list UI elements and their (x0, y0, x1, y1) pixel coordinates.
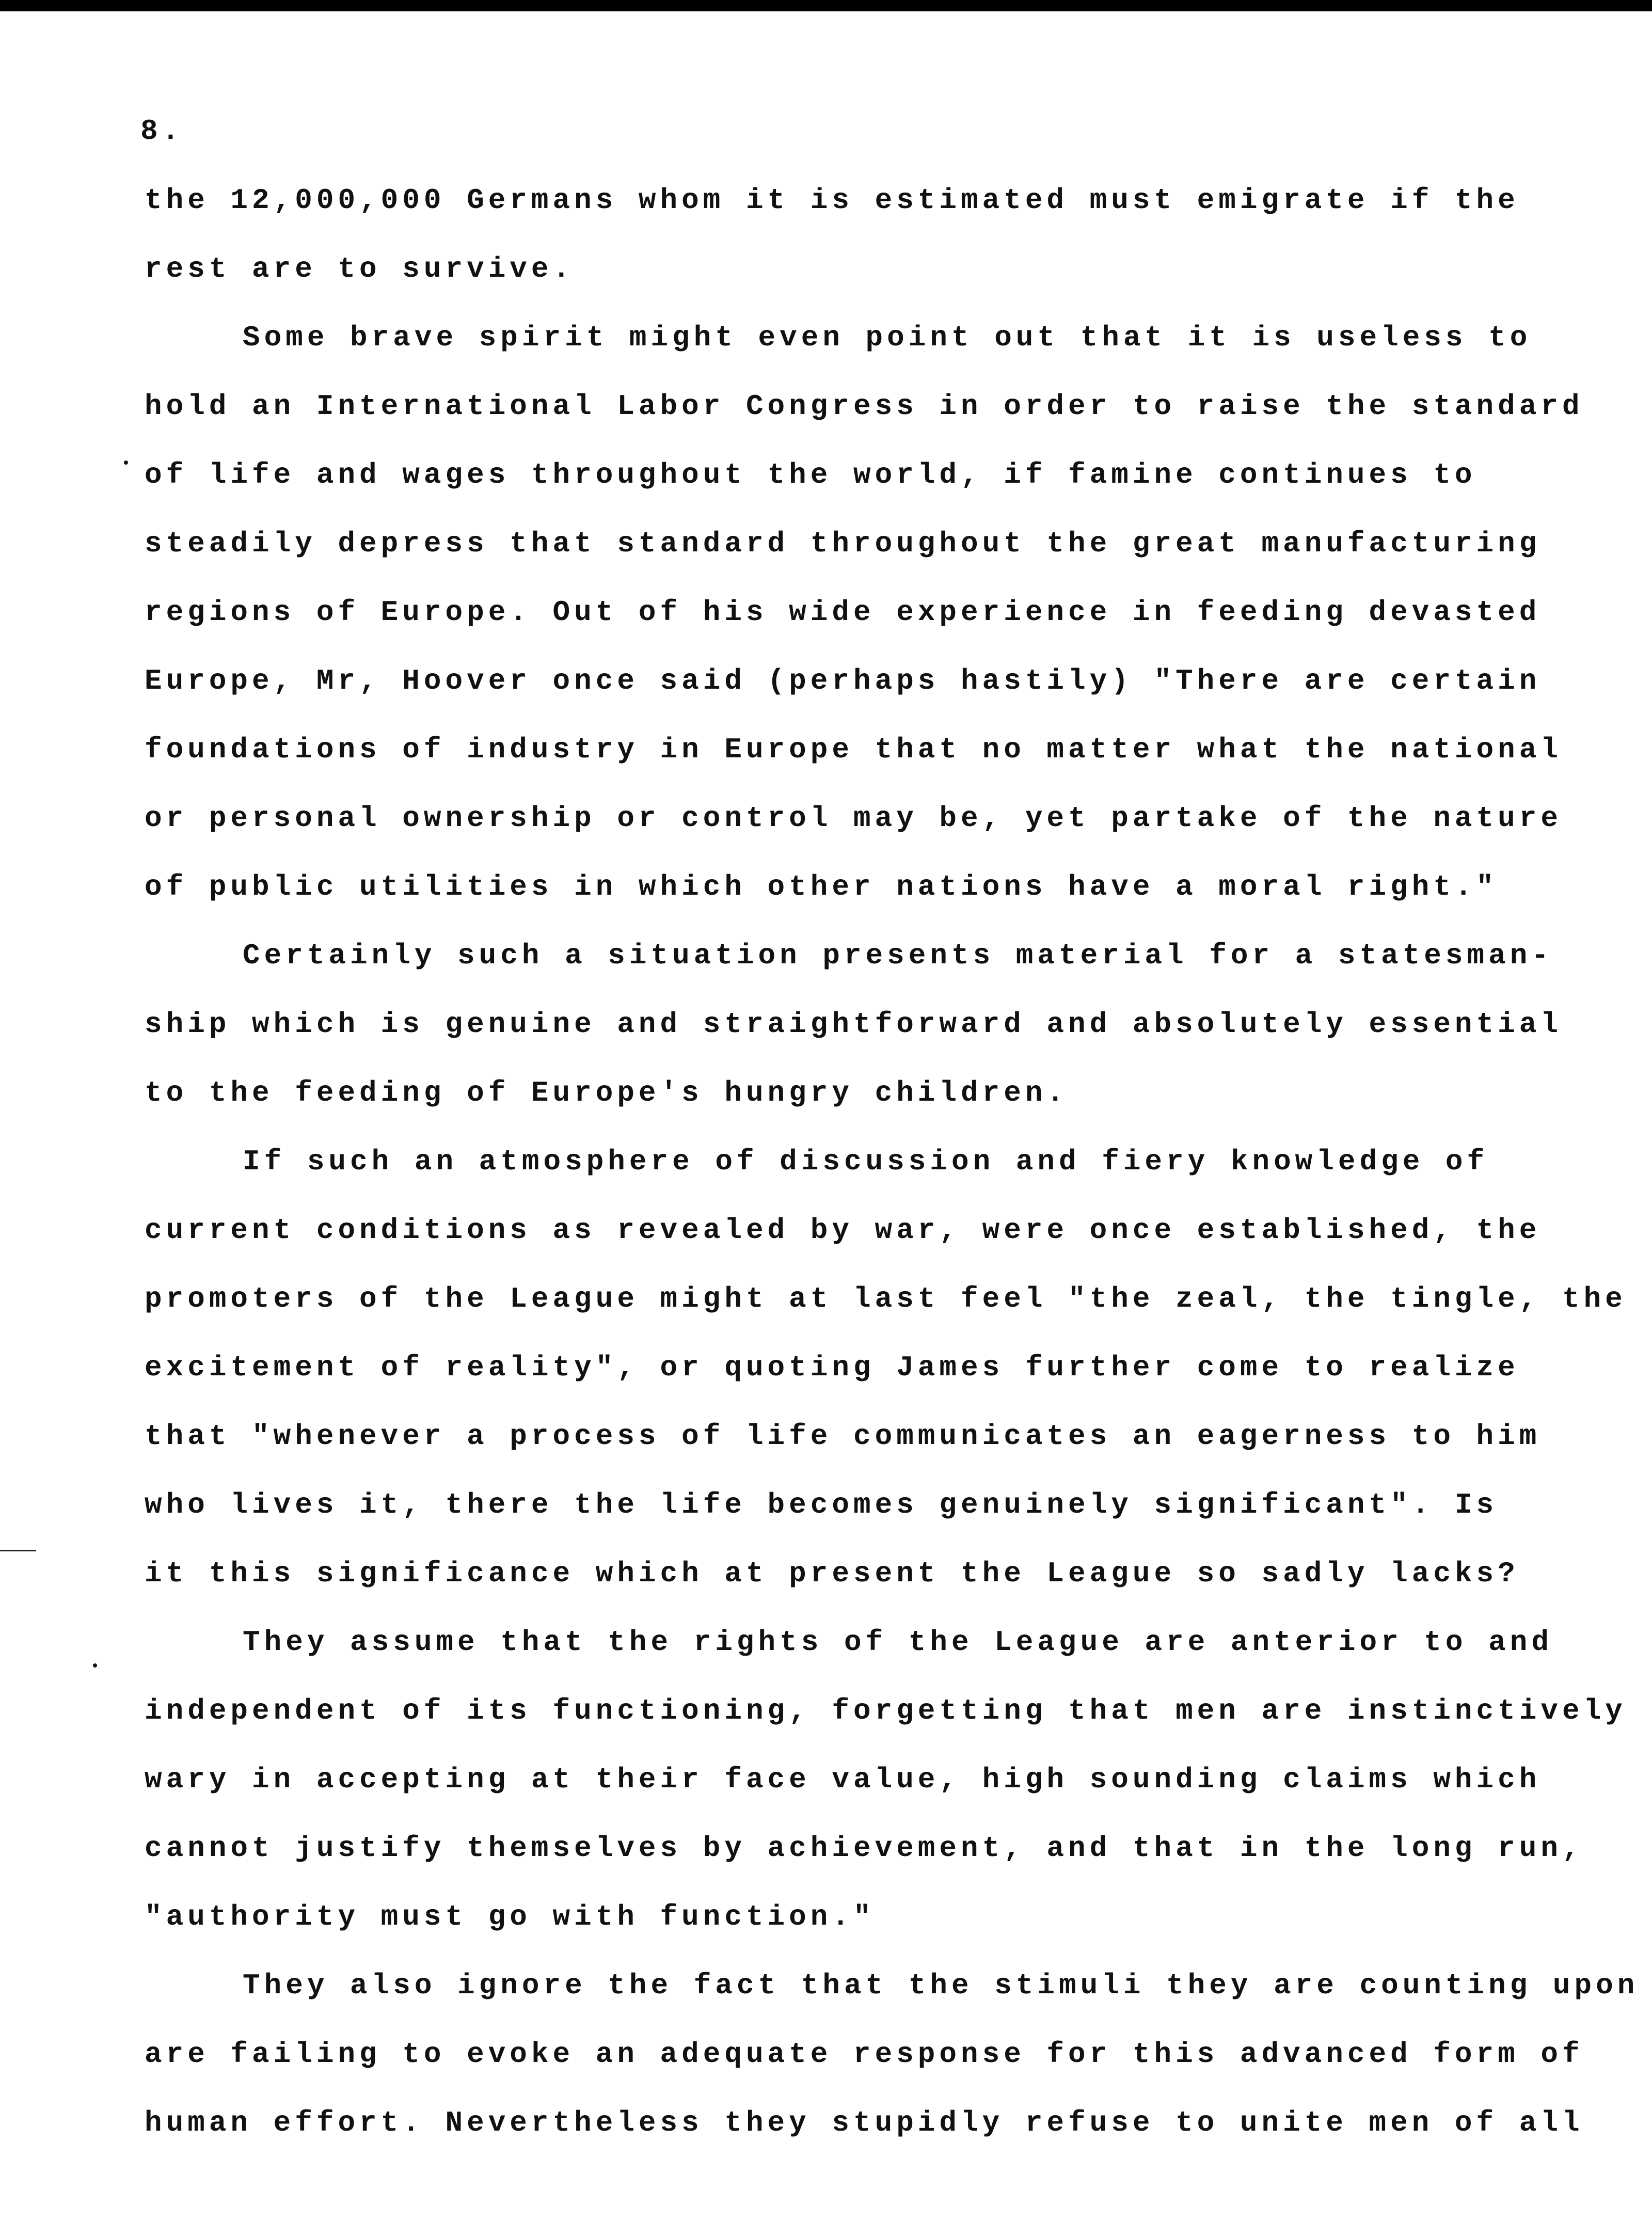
text-line: foundations of industry in Europe that no matter what the national (145, 733, 1562, 766)
text-line: wary in accepting at their face value, high sounding claims which (145, 1763, 1541, 1796)
text-line: that "whenever a process of life communicates an eagerness to him (145, 1420, 1541, 1453)
text-line: steadily depress that standard throughout the great manufacturing (145, 527, 1541, 560)
text-line: Some brave spirit might even point out that it is useless to (243, 321, 1532, 354)
text-line: hold an International Labor Congress in order to raise the standard (145, 390, 1584, 423)
text-line: "authority must go with function." (145, 1900, 875, 1933)
text-line: Europe, Mr, Hoover once said (perhaps hastily) "There are certain (145, 664, 1541, 697)
text-line: ship which is genuine and straightforward and absolutely essential (145, 1008, 1562, 1041)
margin-speck (124, 461, 128, 465)
paragraph (145, 166, 1538, 304)
paragraph (145, 304, 1584, 922)
paragraph (145, 922, 1562, 1128)
text-line: excitement of reality", or quoting James further come to realize (145, 1351, 1519, 1384)
text-line: They assume that the rights of the League are anterior to and (243, 1626, 1553, 1659)
text-line: to the feeding of Europe's hungry children. (145, 1076, 1069, 1109)
document-page (0, 11, 1652, 2222)
text-line: regions of Europe. Out of his wide experience in feeding devasted (145, 596, 1541, 629)
text-line: of public utilities in which other nations have a moral right." (145, 870, 1498, 903)
text-line: promoters of the League might at last feel "the zeal, the tingle, the (145, 1282, 1627, 1315)
text-line: human effort. Nevertheless they stupidly refuse to unite men of all (145, 2106, 1584, 2139)
text-line: rest are to survive. (145, 252, 575, 285)
scan-top-border (0, 0, 1652, 11)
text-line: are failing to evoke an adequate response for this advanced form of (145, 2038, 1584, 2071)
text-line: cannot justify themselves by achievement, and that in the long run, (145, 1832, 1584, 1865)
text-line: or personal ownership or control may be, yet partake of the nature (145, 802, 1562, 835)
text-line: who lives it, there the life becomes genuinely significant". Is (145, 1488, 1498, 1521)
text-line: current conditions as revealed by war, were once established, the (145, 1214, 1541, 1247)
margin-speck (93, 1663, 97, 1668)
paragraph (145, 1128, 1627, 1608)
text-line: They also ignore the fact that the stimuli they are counting upon (243, 1969, 1639, 2002)
body-text (145, 166, 1639, 2157)
paragraph (145, 1608, 1627, 1951)
text-line: independent of its functioning, forgetting that men are instinctively (145, 1694, 1627, 1727)
text-line: it this significance which at present the League so sadly lacks? (145, 1557, 1519, 1590)
margin-fold-line (0, 1550, 36, 1551)
text-line: If such an atmosphere of discussion and fiery knowledge of (243, 1145, 1489, 1178)
text-line: Certainly such a situation presents material for a statesman- (243, 939, 1553, 972)
text-line: the 12,000,000 Germans whom it is estimated must emigrate if the (145, 184, 1519, 217)
text-line: of life and wages throughout the world, if famine continues to (145, 458, 1476, 491)
paragraph (145, 1951, 1639, 2157)
page-number: 8. (140, 115, 184, 148)
